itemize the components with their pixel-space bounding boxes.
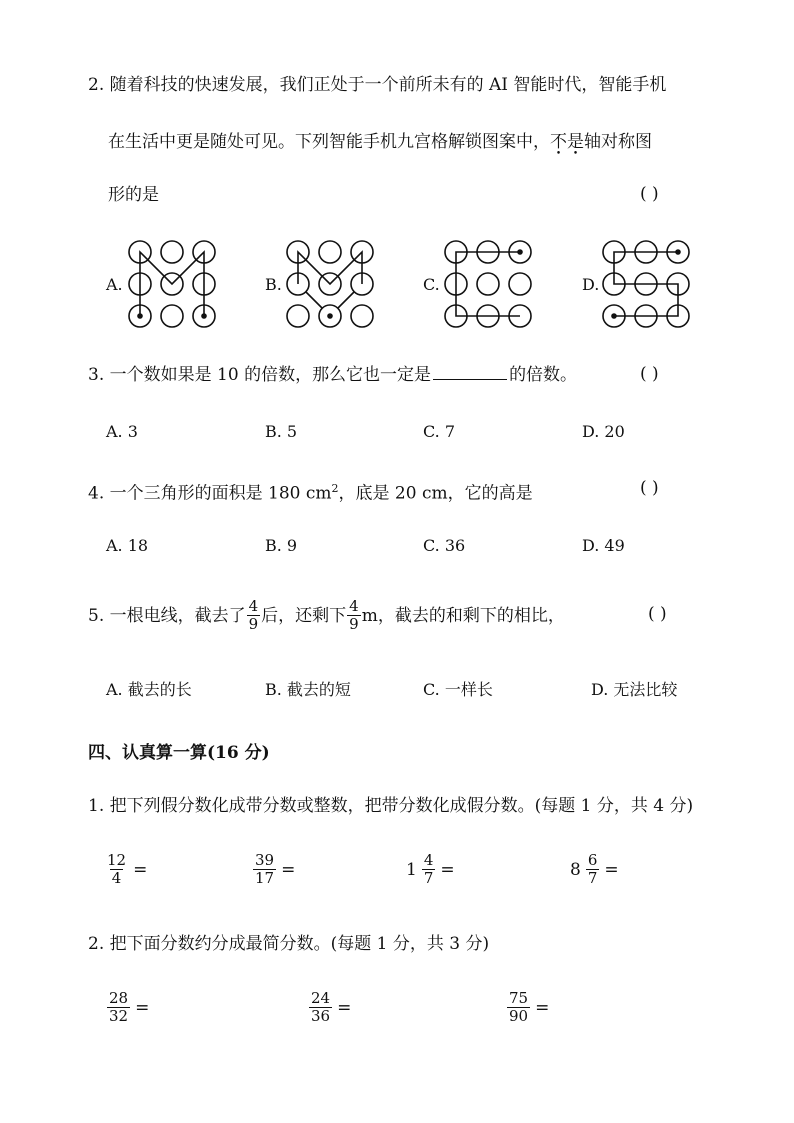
equals-sign: = — [604, 859, 619, 880]
equals-sign: = — [337, 997, 352, 1018]
fraction-numerator: 4 — [349, 597, 359, 615]
s4q1-item-3[interactable] — [406, 852, 455, 887]
fraction-denominator: 36 — [311, 1007, 331, 1025]
q3-option-a[interactable]: A. 3 — [106, 422, 138, 441]
fraction-numerator: 4 — [248, 597, 259, 615]
q2-line3: 形的是 — [108, 185, 159, 205]
q4-unit-exponent: 2 — [331, 482, 339, 495]
fraction-denominator: 17 — [255, 869, 275, 887]
q5-stem — [88, 598, 565, 633]
fraction-denominator: 7 — [423, 869, 434, 887]
q3-stem — [88, 364, 577, 386]
q4-stem — [88, 478, 533, 505]
s4q2-item-3[interactable] — [506, 990, 549, 1025]
fraction-numerator: 4 — [423, 851, 434, 869]
q3-stem-post: 的倍数。 — [509, 365, 578, 385]
q5-stem-pre: 5. 一根电线，截去了 — [88, 605, 246, 626]
q5-stem-post: m，截去的和剩下的相比， — [361, 605, 565, 626]
fraction-denominator: 32 — [109, 1007, 129, 1025]
s4q1-item-4[interactable] — [570, 852, 619, 887]
q2-option-a-pattern[interactable] — [126, 238, 218, 330]
fraction-numerator: 39 — [255, 851, 275, 869]
s4q1-item-1[interactable] — [104, 852, 147, 887]
q3-option-d[interactable]: D. 20 — [582, 422, 625, 441]
fraction-denominator: 9 — [248, 615, 259, 633]
q4-option-c[interactable]: C. 36 — [423, 536, 466, 555]
q3-answer-paren: ( ) — [640, 364, 659, 384]
fraction-numerator: 24 — [311, 989, 331, 1007]
q5-answer-paren: ( ) — [648, 604, 667, 624]
equals-sign: = — [281, 859, 296, 880]
q4-option-d[interactable]: D. 49 — [582, 536, 625, 555]
q2-line2-post: 轴对称图 — [584, 132, 652, 152]
q2-answer-paren: ( ) — [640, 184, 659, 204]
q4-option-a[interactable]: A. 18 — [106, 536, 149, 555]
q3-stem-pre: 3. 一个数如果是 10 的倍数，那么它也一定是 — [88, 365, 432, 385]
q5-option-b[interactable]: B. 截去的短 — [265, 680, 351, 699]
s4q2-instruction: 2. 把下面分数约分成最简分数。(每题 1 分，共 3 分) — [88, 934, 490, 954]
q4-stem-pre: 4. 一个三角形的面积是 180 cm — [88, 483, 332, 504]
q5-option-d[interactable]: D. 无法比较 — [591, 680, 678, 699]
s4q2-item-2[interactable] — [308, 990, 351, 1025]
section-4-title: 四、认真算一算(16 分) — [88, 743, 270, 763]
q3-answer-blank[interactable] — [433, 365, 507, 380]
equals-sign: = — [133, 859, 148, 880]
q2-emphasis-1: 不 — [550, 132, 567, 152]
fraction-numerator: 28 — [109, 989, 129, 1007]
q5-fraction-remain — [347, 598, 361, 633]
fraction-denominator: 4 — [111, 869, 122, 887]
q2-line2-pre: 在生活中更是随处可见。下列智能手机九宫格解锁图案中， — [108, 132, 550, 152]
q2-option-b-label: B. — [265, 275, 282, 294]
q4-answer-paren: ( ) — [640, 478, 659, 498]
fraction-numerator: 12 — [107, 851, 127, 869]
q4-option-b[interactable]: B. 9 — [265, 536, 298, 555]
q2-option-c-label: C. — [423, 275, 440, 294]
q2-option-d-pattern[interactable] — [600, 238, 692, 330]
q3-option-c[interactable]: C. 7 — [423, 422, 456, 441]
q2-option-c-pattern[interactable] — [442, 238, 534, 330]
q3-option-b[interactable]: B. 5 — [265, 422, 298, 441]
fraction-numerator: 6 — [587, 851, 598, 869]
s4q1-instruction: 1. 把下列假分数化成带分数或整数，把带分数化成假分数。(每题 1 分，共 4 分) — [88, 796, 694, 816]
q2-option-a-label: A. — [106, 275, 123, 294]
q5-fraction-cut — [247, 598, 261, 633]
q2-option-b-pattern[interactable] — [284, 238, 376, 330]
fraction-numerator: 75 — [509, 989, 529, 1007]
s4q1-item-2[interactable] — [252, 852, 295, 887]
fraction-denominator: 9 — [349, 615, 359, 633]
q5-option-a[interactable]: A. 截去的长 — [106, 680, 192, 699]
mixed-whole: 8 — [570, 859, 581, 880]
q5-stem-mid: 后，还剩下 — [261, 605, 347, 626]
fraction-denominator: 7 — [587, 869, 598, 887]
q2-line2 — [108, 131, 652, 153]
q2-line1: 2. 随着科技的快速发展，我们正处于一个前所未有的 AI 智能时代，智能手机 — [88, 75, 667, 95]
q2-emphasis-2: 是 — [567, 132, 584, 152]
fraction-denominator: 90 — [509, 1007, 529, 1025]
q2-option-d-label: D. — [582, 275, 600, 294]
s4q2-item-1[interactable] — [106, 990, 149, 1025]
q5-option-c[interactable]: C. 一样长 — [423, 680, 493, 699]
equals-sign: = — [135, 997, 150, 1018]
q4-stem-post: ，底是 20 cm，它的高是 — [338, 483, 533, 504]
mixed-whole: 1 — [406, 859, 417, 880]
equals-sign: = — [535, 997, 550, 1018]
equals-sign: = — [440, 859, 455, 880]
